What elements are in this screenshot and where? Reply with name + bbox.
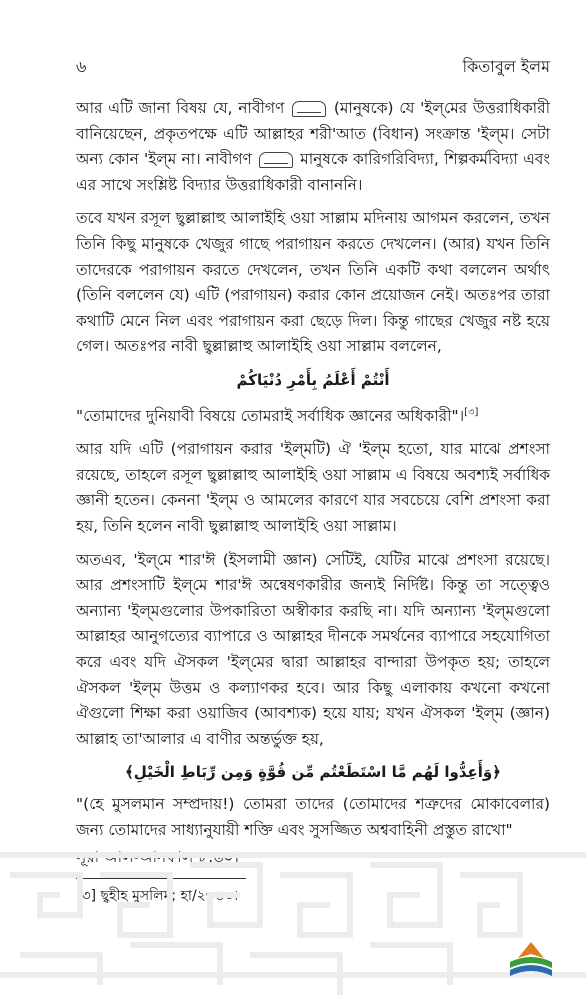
arabic-verse: ﴿وَأَعِدُّوا لَهُم مَّا اسْتَطَعْتُم مِّن قُوَّةٍ وَمِن رِّبَاطِ الْخَيْلِ﴾ (125, 763, 501, 782)
page-number: ৬ (76, 57, 87, 76)
paragraph-1-part-b: (মানুষকে) যে 'ইল্‌মের উত্তরাধিকারী বানিয়েছেন, প্রকৃতপক্ষে এটি আল্লাহর শরী'আত (বিধান) সংক্রান্ত 'ইল্‌ম। সেটা অন্য কোন 'ইল্‌ম না। নাবীগণ (76, 99, 550, 169)
verse-translation: "(হে মুসলমান সম্প্রদায়!) তোমরা তাদের (তোমাদের শত্রুদের মোকাবেলার) জন্য তোমাদের সাধ্যানুযায়ী শক্তি এবং সুসজ্জিত অশ্ববাহিনী প্রস্তুত রাখো" (76, 794, 550, 839)
page-header (76, 54, 550, 82)
footnote-reference[interactable]: [৩] (464, 406, 479, 418)
hadith-translation-text: "তোমাদের দুনিয়াবী বিষয়ে তোমরাই সর্বাধিক জ্ঞানের অধিকারী"। (76, 406, 465, 425)
footnote: [৩] ছ্বহীহ মুসলিম; হা/২৩৬৩। (76, 888, 239, 904)
paragraph-4: অতএব, 'ইল্‌মে শার'ঈ (ইসলামী জ্ঞান) সেটিই, যেটির মাঝে প্রশংসা রয়েছে। আর প্রশংসাটি ইল্‌মে শার'ঈ অন্বেষণকারীর জন্যই নির্দিষ্ট। কিন্তু তা সত্ত্বেও অন্যান্য 'ইল্‌মগুলোর উপকারিতা অস্বীকার করছি না। যদি অন্যান্য 'ইল্‌মগুলো আল্লাহর আনুগত্যের ব্যাপারে ও আল্লাহর দীনকে সমর্থনের ব্যাপারে সহযোগিতা করে এবং যদি ঐসকল 'ইল্‌মের দ্বারা আল্লাহর বান্দারা উপকৃত হয়; তাহলে ঐসকল 'ইল্‌ম উত্তম ও কল্যাণকর হবে। আর কিছু এলাকায় কখনো কখনো ঐগুলো শিক্ষা করা ওয়াজিব (আবশ্যক) হয়ে যায়; যখন ঐসকল 'ইল্‌ম (জ্ঞান) আল্লাহ তা'আলার এ বাণীর অন্তর্ভুক্ত হয়, (76, 550, 550, 748)
publisher-logo-icon (506, 938, 556, 982)
paragraph-1-part-c: মানুষকে কারিগরিবিদ্যা, শিল্পকর্মবিদ্যা এবং এর সাথে সংশ্লিষ্ট বিদ্যার উত্তরাধিকারী বানাননি। (76, 150, 550, 194)
book-title: কিতাবুল ইলম (462, 57, 550, 76)
body-text (76, 96, 550, 879)
decorative-pattern (0, 835, 586, 1000)
arabic-hadith: أَنْتُمْ أَعْلَمُ بِأَمْرِ دُنْيَاكُمْ (236, 370, 390, 389)
hadith-translation (76, 400, 550, 430)
paragraph-1-part-a: আর এটি জানা বিষয় যে, নাবীগণ (76, 99, 285, 117)
verse-source: সূরা আল-আনফাল ৮:৬০। (76, 848, 239, 867)
salawat-seal-icon (292, 101, 326, 117)
paragraph-3: আর যদি এটি (পরাগায়ন করার 'ইল্‌মটি) ঐ 'ইল্‌ম হতো, যার মাঝে প্রশংসা রয়েছে, তাহলে রসূল ছ্বল্লাল্লাহু আলাইহি ওয়া সাল্লাম এ বিষয়ে অবশ্যই সর্বাধিক জ্ঞানী হতেন। কেননা 'ইল্‌ম ও আমলের কারণে যার সবচেয়ে বেশি প্রশংসা করা হয়, তিনি হলেন নাবী ছ্বল্লাল্লাহু আলাইহি ওয়া সাল্লাম। (76, 440, 550, 536)
paragraph-1 (76, 96, 550, 198)
paragraph-2: তবে যখন রসূল ছ্বল্লাল্লাহু আলাইহি ওয়া সাল্লাম মদিনায় আগমন করলেন, তখন তিনি কিছু মানুষকে খেজুর গাছে পরাগায়ন করতে দেখলেন। (আর) যখন তিনি তাদেরকে পরাগায়ন করতে দেখলেন, তখন তিনি একটি কথা বললেন অর্থাৎ (তিনি বললেন যে) এটি (পরাগায়ন) করার কোন প্রয়োজন নেই। অতঃপর তারা কথাটি মেনে নিল এবং পরাগায়ন করা ছেড়ে দিল। কিন্তু গাছের খেজুর নষ্ট হয়ে গেল। অতঃপর নাবী ছ্বল্লাল্লাহু আলাইহি ওয়া সাল্লাম বললেন, (76, 209, 550, 356)
salawat-seal-icon (259, 152, 293, 168)
